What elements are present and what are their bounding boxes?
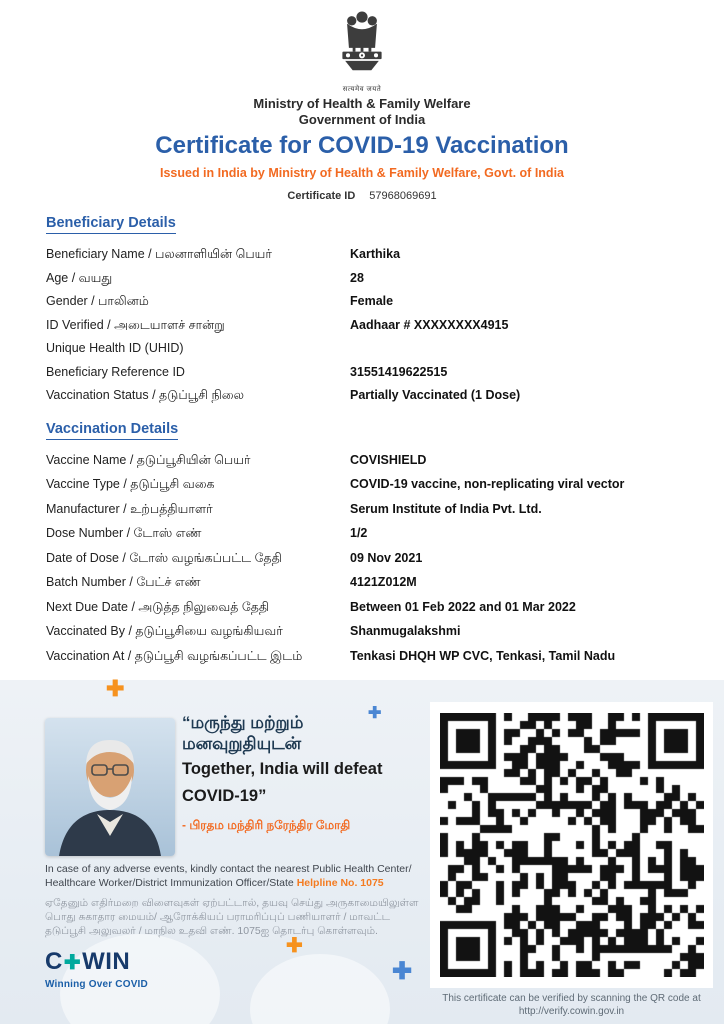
helpline-number: Helpline No. 1075 [296, 877, 384, 889]
field-value: Serum Institute of India Pvt. Ltd. [350, 501, 542, 516]
field-label: ID Verified / அடையாளச் சான்று [46, 317, 225, 332]
field-value: 1/2 [350, 526, 368, 540]
certificate-id-value: 57968069691 [369, 190, 437, 202]
field-value: Karthika [350, 247, 401, 261]
emblem-block [0, 8, 724, 94]
quote-tamil-line2: மனவுறுதியுடன் [182, 734, 302, 753]
row-dose-number [46, 526, 696, 541]
row-next-due-date [46, 600, 696, 615]
field-label: Vaccination Status / தடுப்பூசி நிலை [46, 388, 245, 402]
ministry-block [0, 96, 724, 128]
field-label: Dose Number / டோஸ் எண் [46, 526, 202, 540]
ministry-name: Ministry of Health & Family Welfare [253, 96, 471, 111]
row-id-verified [46, 318, 696, 333]
field-label: Vaccine Name / தடுப்பூசியின் பெயர் [46, 452, 251, 467]
quote-english-line2: COVID-19” [182, 787, 267, 805]
verify-url-link[interactable]: http://verify.cowin.gov.in [518, 1006, 625, 1017]
field-value: Partially Vaccinated (1 Dose) [350, 388, 521, 402]
field-label: Beneficiary Name / பலனாளியின் பெயர் [46, 247, 272, 261]
field-label: Batch Number / பேட்ச் எண் [46, 575, 201, 589]
pm-quote [182, 712, 427, 834]
section-beneficiary-details: Beneficiary Details [46, 215, 176, 234]
footer-banner [0, 676, 724, 1024]
row-gender [46, 294, 696, 309]
verify-text: This certificate can be verified by scanning the QR code at [442, 993, 701, 1004]
row-vaccination-status [46, 388, 696, 403]
cowin-logo [45, 948, 148, 990]
field-value: 31551419622515 [350, 364, 448, 379]
field-label: Vaccinated By / தடுப்பூசியை வழங்கியவர் [46, 624, 283, 638]
quote-english-line1: Together, India will defeat [182, 760, 383, 778]
ashoka-emblem-icon [0, 8, 724, 84]
field-label: Gender / பாலினம் [46, 294, 149, 308]
row-date-of-dose [46, 551, 696, 566]
row-age [46, 271, 696, 286]
plus-icon: ✚ [392, 958, 413, 985]
field-value: COVISHIELD [350, 452, 427, 467]
field-value: 09 Nov 2021 [350, 550, 423, 565]
quote-attribution: - பிரதம மந்திரி நரேந்திர மோதி [182, 818, 351, 832]
verify-note [430, 992, 713, 1018]
field-label: Manufacturer / உற்பத்தியாளர் [46, 501, 213, 516]
row-vaccine-name [46, 453, 696, 468]
row-beneficiary-reference-id [46, 365, 696, 380]
row-vaccinated-by [46, 624, 696, 639]
plus-icon: ✚ [286, 935, 303, 957]
section-vaccination-details: Vaccination Details [46, 421, 178, 440]
row-vaccination-at [46, 649, 696, 664]
certificate-id-line [0, 190, 724, 202]
field-label: Beneficiary Reference ID [46, 364, 185, 379]
field-value: Between 01 Feb 2022 and 01 Mar 2022 [350, 599, 576, 614]
plus-icon: ✚ [106, 676, 125, 701]
row-vaccine-type [46, 477, 696, 492]
cowin-tagline: Winning Over COVID [45, 979, 148, 990]
field-label: Vaccine Type / தடுப்பூசி வகை [46, 477, 215, 491]
row-batch-number [46, 575, 696, 590]
background-illustration [250, 954, 390, 1024]
field-value: Aadhaar # XXXXXXXX4915 [350, 317, 509, 332]
row-uhid [46, 341, 696, 356]
certificate-id-label: Certificate ID [287, 190, 356, 202]
field-value: 28 [350, 270, 364, 285]
row-beneficiary-name [46, 247, 696, 262]
field-value: 4121Z012M [350, 575, 417, 589]
field-label: Vaccination At / தடுப்பூசி வழங்கப்பட்ட இடம் [46, 648, 303, 663]
government-name: Government of India [298, 112, 426, 127]
emblem-motto: सत्यमेव जयते [342, 86, 382, 93]
plus-icon: ✚ [368, 705, 382, 722]
field-value: Female [350, 294, 394, 308]
details-area [46, 214, 696, 673]
cowin-plus-icon: ✚ [63, 951, 82, 974]
quote-tamil-line1: “மருந்து மற்றும் [182, 713, 304, 732]
field-label: Unique Health ID (UHID) [46, 341, 184, 355]
field-label: Age / வயது [46, 270, 113, 285]
cowin-letters-win: WIN [82, 948, 131, 975]
cowin-letter-c: C [45, 948, 63, 975]
row-manufacturer [46, 502, 696, 517]
adverse-events-notice [45, 862, 427, 890]
adverse-events-notice-tamil: ஏதேனும் எதிர்மறை விளைவுகள் ஏற்பட்டால், தயவு செய்து அருகாமையிலுள்ள பொது சுகாதார மையம்/ ஆரோக்கியப் பராமரிப்புப் பணியாளர் / மாவட்ட தடுப்பூசி அலுவலர் / மாநில உதவி எண். 1075ஐ தொடர்பு கொள்ளவும். [45, 897, 419, 937]
pm-modi-photo [45, 718, 175, 856]
field-value: Shanmugalakshmi [350, 624, 461, 638]
page-subtitle: Issued in India by Ministry of Health & Family Welfare, Govt. of India [159, 166, 564, 180]
field-value: Tenkasi DHQH WP CVC, Tenkasi, Tamil Nadu [350, 648, 616, 663]
qr-code-canvas [440, 713, 704, 977]
field-label: Date of Dose / டோஸ் வழங்கப்பட்ட தேதி [46, 550, 282, 565]
field-value: COVID-19 vaccine, non-replicating viral vector [350, 477, 625, 491]
page-title: Certificate for COVID-19 Vaccination [155, 132, 569, 159]
qr-code [430, 702, 713, 988]
field-label: Next Due Date / அடுத்த நிலுவைத் தேதி [46, 599, 270, 614]
adverse-text: In case of any adverse events, kindly contact the nearest Public Health Center/ Healthcare Worker/District Immunization Officer/State [45, 863, 412, 889]
